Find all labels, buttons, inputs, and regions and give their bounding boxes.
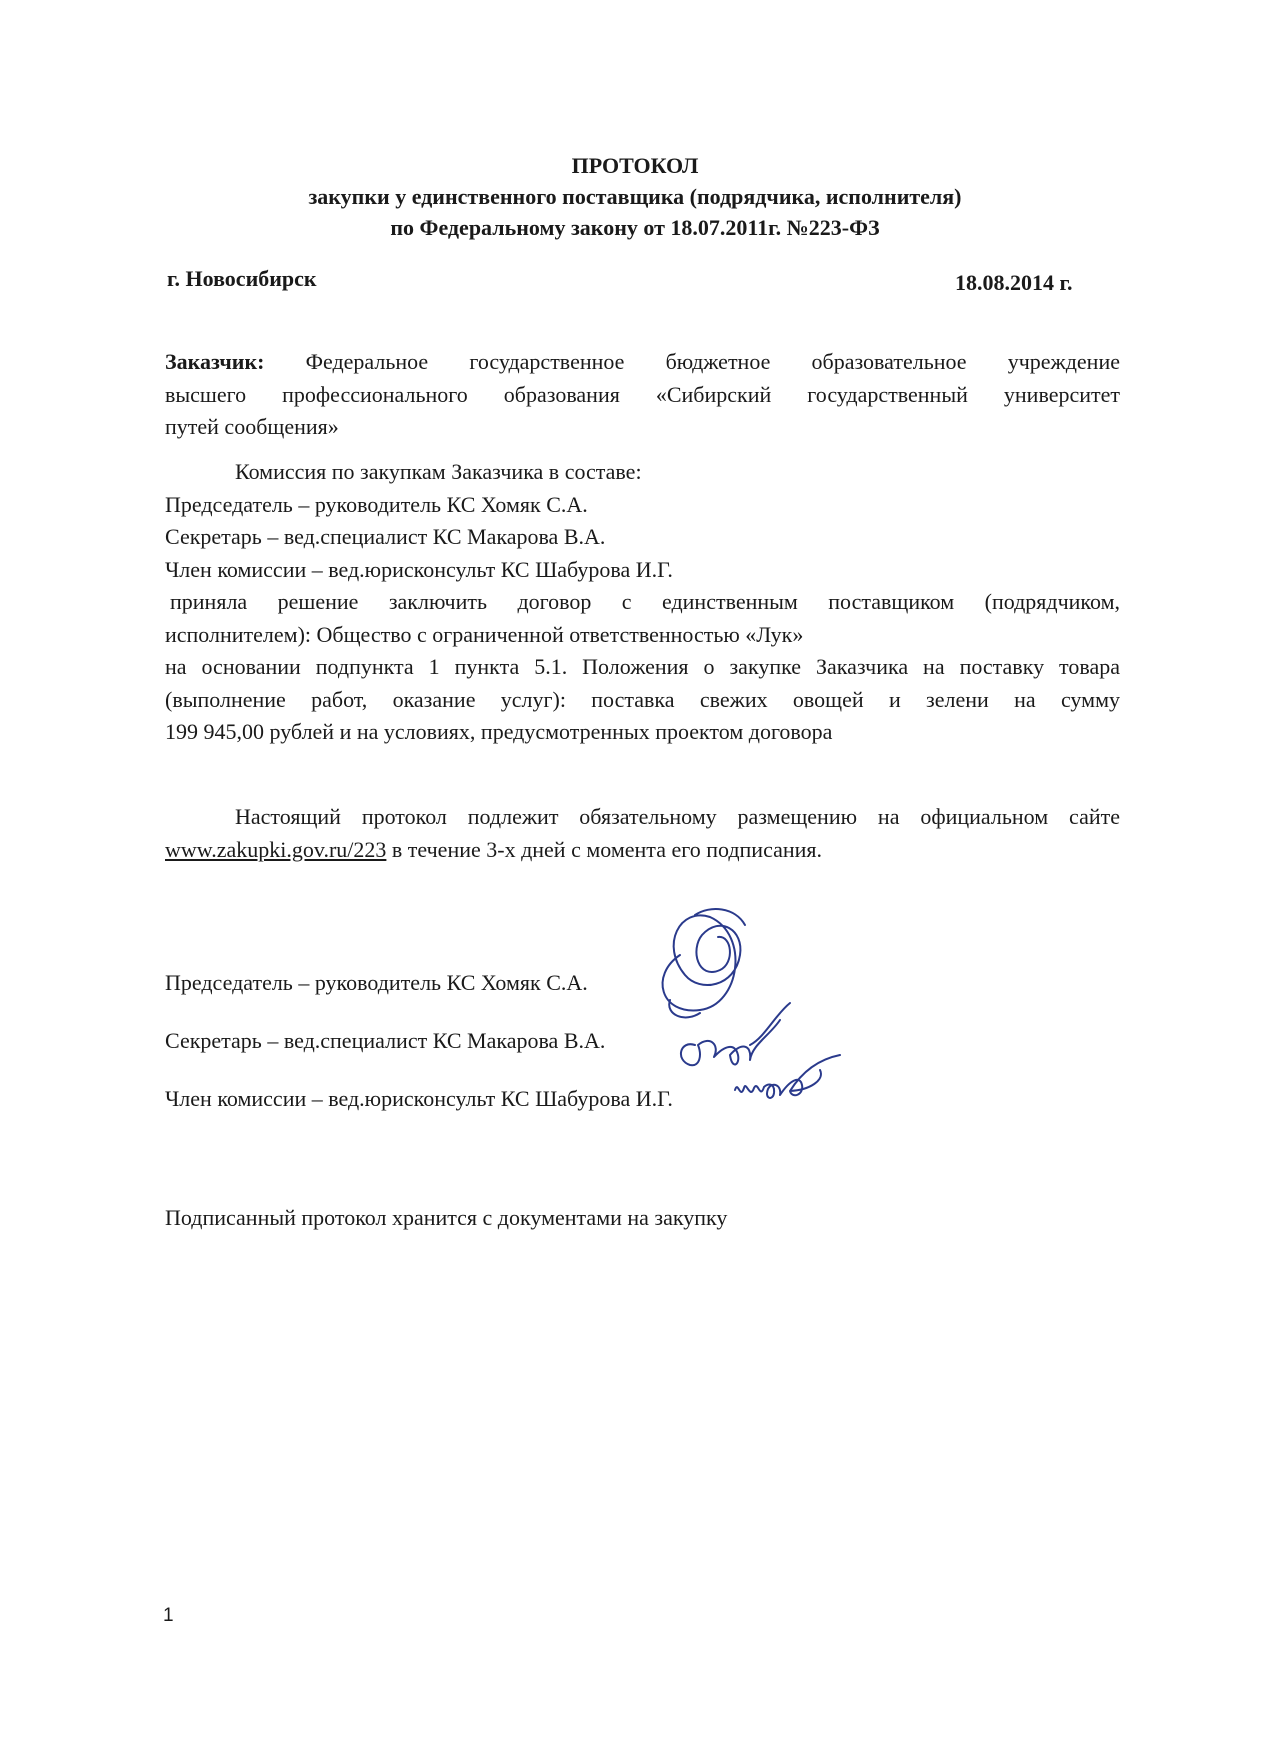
document-subtitle-line1: закупки у единственного поставщика (подрядчика, исполнителя) [308,184,962,209]
commission-member-secretary: Секретарь – вед.специалист КС Макарова В.А. [165,524,606,549]
publication-paragraph [165,801,1120,866]
signature-secretary [681,1003,790,1065]
commission-decision-line2: исполнителем): Общество с ограниченной ответственностью «Лук» [165,621,804,647]
signature-line-chair: Председатель – руководитель КС Хомяк С.А. [165,970,588,995]
signature-member [735,1055,840,1098]
footer-note: Подписанный протокол хранится с документами на закупку [165,1205,728,1230]
publication-line2 [165,834,1120,867]
document-title: ПРОТОКОЛ [571,153,699,178]
signature-chair [663,915,741,1010]
commission-basis-line2: (выполнение работ, оказание услуг): поставка свежих овощей и зелени на сумму [165,686,1120,712]
commission-member-member: Член комиссии – вед.юрисконсульт КС Шабурова И.Г. [165,556,673,582]
commission-paragraph [165,456,1120,749]
document-header [150,150,1120,243]
handwritten-signatures [640,895,920,1125]
commission-decision-line1: приняла решение заключить договор с единственным поставщиком (подрядчиком, [170,589,1120,614]
document-subtitle-line2: по Федеральному закону от 18.07.2011г. №223-ФЗ [390,215,880,240]
customer-line1-text: Федеральное государственное бюджетное образовательное учреждение [305,349,1120,374]
document-city: г. Новосибирск [167,266,317,291]
signature-line-member: Член комиссии – вед.юрисконсульт КС Шабурова И.Г. [165,1086,673,1111]
publication-line1: Настоящий протокол подлежит обязательному размещению на официальном сайте [235,804,1120,829]
customer-line1 [165,346,1120,379]
commission-basis-line3: 199 945,00 рублей и на условиях, предусмотренных проектом договора [165,719,833,744]
customer-line3: путей сообщения» [165,414,339,439]
commission-intro: Комиссия по закупкам Заказчика в составе: [235,459,642,484]
customer-paragraph [165,346,1120,444]
publication-line2-rest: в течение 3-х дней с момента его подписания. [386,836,823,862]
customer-line2: высшего профессионального образования «Сибирский государственный университет [165,381,1120,407]
commission-basis-line1: на основании подпункта 1 пункта 5.1. Положения о закупке Заказчика на поставку товара [165,654,1120,679]
customer-label: Заказчик: [165,349,265,374]
page-number: 1 [163,1605,174,1626]
signature-line-secretary: Секретарь – вед.специалист КС Макарова В.А. [165,1028,606,1053]
zakupki-link[interactable]: www.zakupki.gov.ru/223 [165,836,387,862]
document-date: 18.08.2014 г. [955,270,1073,295]
commission-member-chair: Председатель – руководитель КС Хомяк С.А. [165,491,588,517]
